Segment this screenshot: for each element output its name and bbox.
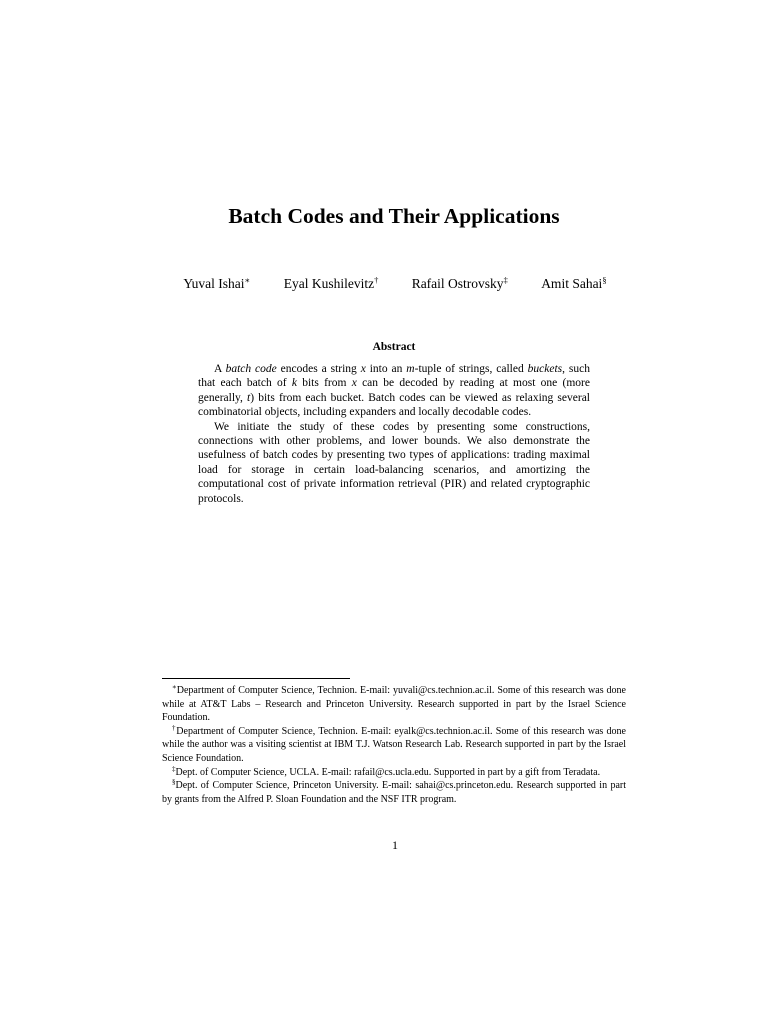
math-variable: x	[360, 363, 366, 375]
page-number: 1	[392, 838, 398, 852]
paper-title: Batch Codes and Their Applications	[228, 204, 560, 228]
author-footnote-mark: ‡	[503, 275, 508, 285]
abstract-paragraph-1	[198, 362, 590, 420]
abstract-text: ) bits from each bucket. Batch codes can be viewed as relaxing several combinatorial objects, including expanders and locally decodable codes.	[198, 391, 590, 419]
math-variable: m	[406, 363, 415, 375]
math-variable: x	[351, 377, 357, 390]
author-ishai	[183, 275, 250, 293]
abstract-text: into an	[365, 363, 407, 375]
author-name: Yuval Ishai	[183, 276, 245, 291]
abstract-paragraph-2: We initiate the study of these codes by presenting some constructions, connections with other problems, and lower bounds. We also demonstrate the usefulness of batch codes by presenting two types of applications: trading maximal load for storage in certain load-balancing scenarios, and amortizing the computational cost of private information retrieval (PIR) and related cryptographic protocols.	[198, 420, 590, 505]
author-name: Eyal Kushilevitz	[283, 276, 375, 291]
footnote-rule	[162, 678, 350, 679]
footnote-ishai	[162, 684, 626, 725]
author-name: Amit Sahai	[541, 276, 603, 291]
author-ostrovsky	[412, 275, 508, 293]
footnote-kushilevitz	[162, 725, 626, 766]
footnote-text: Department of Computer Science, Technion. E-mail: eyalk@cs.technion.ac.il. Some of this research was done while the author was a visiting scientist at IBM T.J. Watson Research Lab. Research supported in part by the Israel Science Foundation.	[162, 725, 626, 764]
math-variable: t	[247, 391, 251, 404]
author-footnote-mark: §	[602, 275, 607, 285]
footnote-sahai	[162, 779, 626, 806]
abstract-text: -tuple of strings, called	[414, 363, 528, 375]
abstract-text: bits from	[296, 377, 352, 390]
footnote-mark: §	[172, 778, 176, 787]
abstract-term: buckets	[527, 363, 563, 375]
abstract-text: encodes a string	[276, 363, 361, 375]
footnote-mark: ∗	[172, 683, 177, 691]
author-kushilevitz	[284, 275, 379, 293]
author-list	[0, 275, 768, 293]
author-footnote-mark: ∗	[244, 275, 251, 285]
abstract-text: can be decoded by reading at most one (more generally,	[198, 377, 590, 404]
author-name: Rafail Ostrovsky	[411, 276, 504, 291]
abstract-heading: Abstract	[372, 341, 416, 353]
footnote-ostrovsky	[162, 766, 626, 780]
footnote-text: Dept. of Computer Science, Princeton University. E-mail: sahai@cs.princeton.edu. Research supported in part by grants from the Alfred P. Sloan Foundation and the NSF ITR program.	[162, 780, 626, 805]
footnote-mark: †	[172, 723, 177, 732]
abstract-body	[198, 362, 590, 506]
abstract-text: A	[214, 363, 226, 375]
abstract-text: , such that each batch of	[198, 363, 590, 390]
author-footnote-mark: †	[374, 275, 379, 285]
footnote-mark: ‡	[172, 764, 176, 773]
abstract-term: batch code	[225, 363, 277, 375]
footnote-text: Dept. of Computer Science, UCLA. E-mail: rafail@cs.ucla.edu. Supported in part by a gift from Teradata.	[175, 766, 601, 778]
math-variable: k	[291, 377, 297, 390]
author-sahai	[541, 275, 606, 293]
footnote-text: Department of Computer Science, Technion. E-mail: yuvali@cs.technion.ac.il. Some of this research was done while at AT&T Labs – Research and Princeton University. Research supported in part by the Israel Science Foundation.	[162, 685, 626, 724]
footnotes	[162, 684, 626, 806]
